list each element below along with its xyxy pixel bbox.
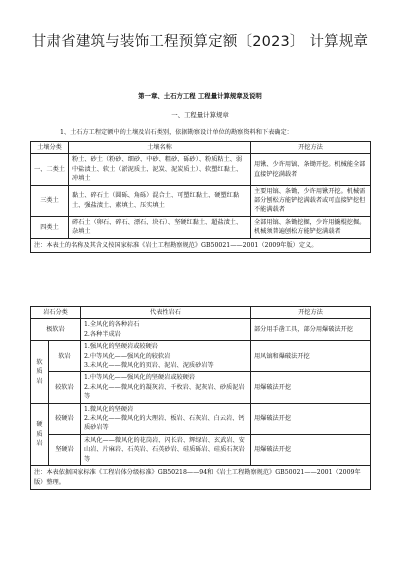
table-row — [31, 372, 371, 403]
rock-classification-table — [30, 306, 371, 490]
rock-subclass-cell: 坚硬岩 — [49, 434, 81, 465]
table-note-row — [31, 466, 371, 490]
rock-group-cell: 软质岩 — [31, 341, 49, 403]
rock-subclass-cell: 极软岩 — [31, 319, 81, 341]
section-heading: 一、工程量计算规章 — [171, 111, 229, 119]
page-title: 甘肃省建筑与装饰工程预算定额〔2023〕 计算规章 — [31, 34, 369, 50]
soil-classification-table — [30, 141, 371, 253]
column-header: 开挖方法 — [251, 307, 371, 319]
rock-group-cell: 硬质岩 — [31, 403, 49, 465]
table-row — [31, 319, 371, 341]
soil-class-cell: 三类土 — [31, 185, 69, 216]
chapter-heading: 第一章、土石方工程 工程量计算规章及说明 — [138, 92, 262, 100]
column-header: 开挖方法 — [251, 142, 371, 154]
soil-name-cell: 碎石土（卵石、碎石、漂石、块石）、坚硬红黏土、超盐渍土、杂填土 — [69, 216, 251, 238]
rock-examples-cell: 未风化——微风化的花岗岩、闪长岩、辉绿岩、玄武岩、安山岩、片麻岩、石英岩、石英砂岩、硅质砾岩、硅质石灰岩等 — [81, 434, 251, 465]
table-note: 注：本表依据国家标准《工程岩体分级标准》GB50218——94和《岩土工程勘察规范》GB50021——2001（2009年版）整理。 — [31, 466, 371, 490]
column-header: 代表性岩石 — [81, 307, 251, 319]
soil-name-cell: 粉土、砂土（粉砂、细砂、中砂、粗砂、砾砂）、粉质粘土、弱中盐渍土、软土（淤泥质土、泥炭、泥炭质土）、软塑红黏土、冲填土 — [69, 154, 251, 185]
column-header: 土壤名称 — [69, 142, 251, 154]
excavation-method-cell: 主要用镐、条锄，少许用锹开挖。机械需部分刨松方能铲挖满载者或可直接铲挖但不能满载者 — [251, 185, 371, 216]
soil-class-cell: 一、二类土 — [31, 154, 69, 185]
column-header: 土壤分类 — [31, 142, 69, 154]
table-note-row — [31, 238, 371, 252]
excavation-method-cell: 部分用手凿工具，部分用爆破法开挖 — [251, 319, 371, 341]
rock-subclass-cell: 软岩 — [49, 341, 81, 372]
rock-examples-cell: 1.全风化的各种岩石 2.各种半成岩 — [81, 319, 251, 341]
excavation-method-cell: 用风镐和爆破法开挖 — [251, 341, 371, 372]
table-row — [31, 216, 371, 238]
table-row — [31, 185, 371, 216]
table-header-row — [31, 307, 371, 319]
column-header: 岩石分类 — [31, 307, 81, 319]
table-header-row — [31, 142, 371, 154]
excavation-method-cell: 全部用镐、条锄挖掘，少许用撬棍挖掘。机械须普遍刨松方能铲挖满载者 — [251, 216, 371, 238]
excavation-method-cell: 用锹、少许用镐、条锄开挖。机械能全部直接铲挖满载者 — [251, 154, 371, 185]
table-row — [31, 341, 371, 372]
intro-text: 1、土石方工程定额中的土壤及岩石类别，依据勘察设计单位的勘察资料和下表确定： — [60, 129, 293, 136]
table-row — [31, 434, 371, 465]
excavation-method-cell: 用爆破法开挖 — [251, 434, 371, 465]
rock-examples-cell: 1.微风化的坚硬岩 2.未风化——微风化的大理岩、板岩、石灰岩、白云岩、钙质砂岩等 — [81, 403, 251, 434]
excavation-method-cell: 用爆破法开挖 — [251, 372, 371, 403]
rock-subclass-cell: 较软岩 — [49, 372, 81, 403]
rock-subclass-cell: 较硬岩 — [49, 403, 81, 434]
excavation-method-cell: 用爆破法开挖 — [251, 403, 371, 434]
table-row — [31, 154, 371, 185]
rock-examples-cell: 1.强风化的坚硬岩或较硬岩 2.中等风化——强风化的较软岩 3.未风化——微风化的页岩、泥岩、泥质砂岩等 — [81, 341, 251, 372]
rock-examples-cell: 1.中等风化——强风化的坚硬岩或较硬岩 2.未风化——微风化的凝灰岩、千枚岩、泥灰岩、砂质泥岩等 — [81, 372, 251, 403]
soil-class-cell: 四类土 — [31, 216, 69, 238]
table-row — [31, 403, 371, 434]
soil-name-cell: 黏土、碎石土（圆砾、角砾）混合土、可塑红黏土、硬塑红黏土、强盐渍土、素填土、压实填土 — [69, 185, 251, 216]
table-note: 注：本表土的名称及其含义按国家标准《岩土工程勘察规范》GB50021——2001（2009年版）定义。 — [31, 238, 371, 252]
